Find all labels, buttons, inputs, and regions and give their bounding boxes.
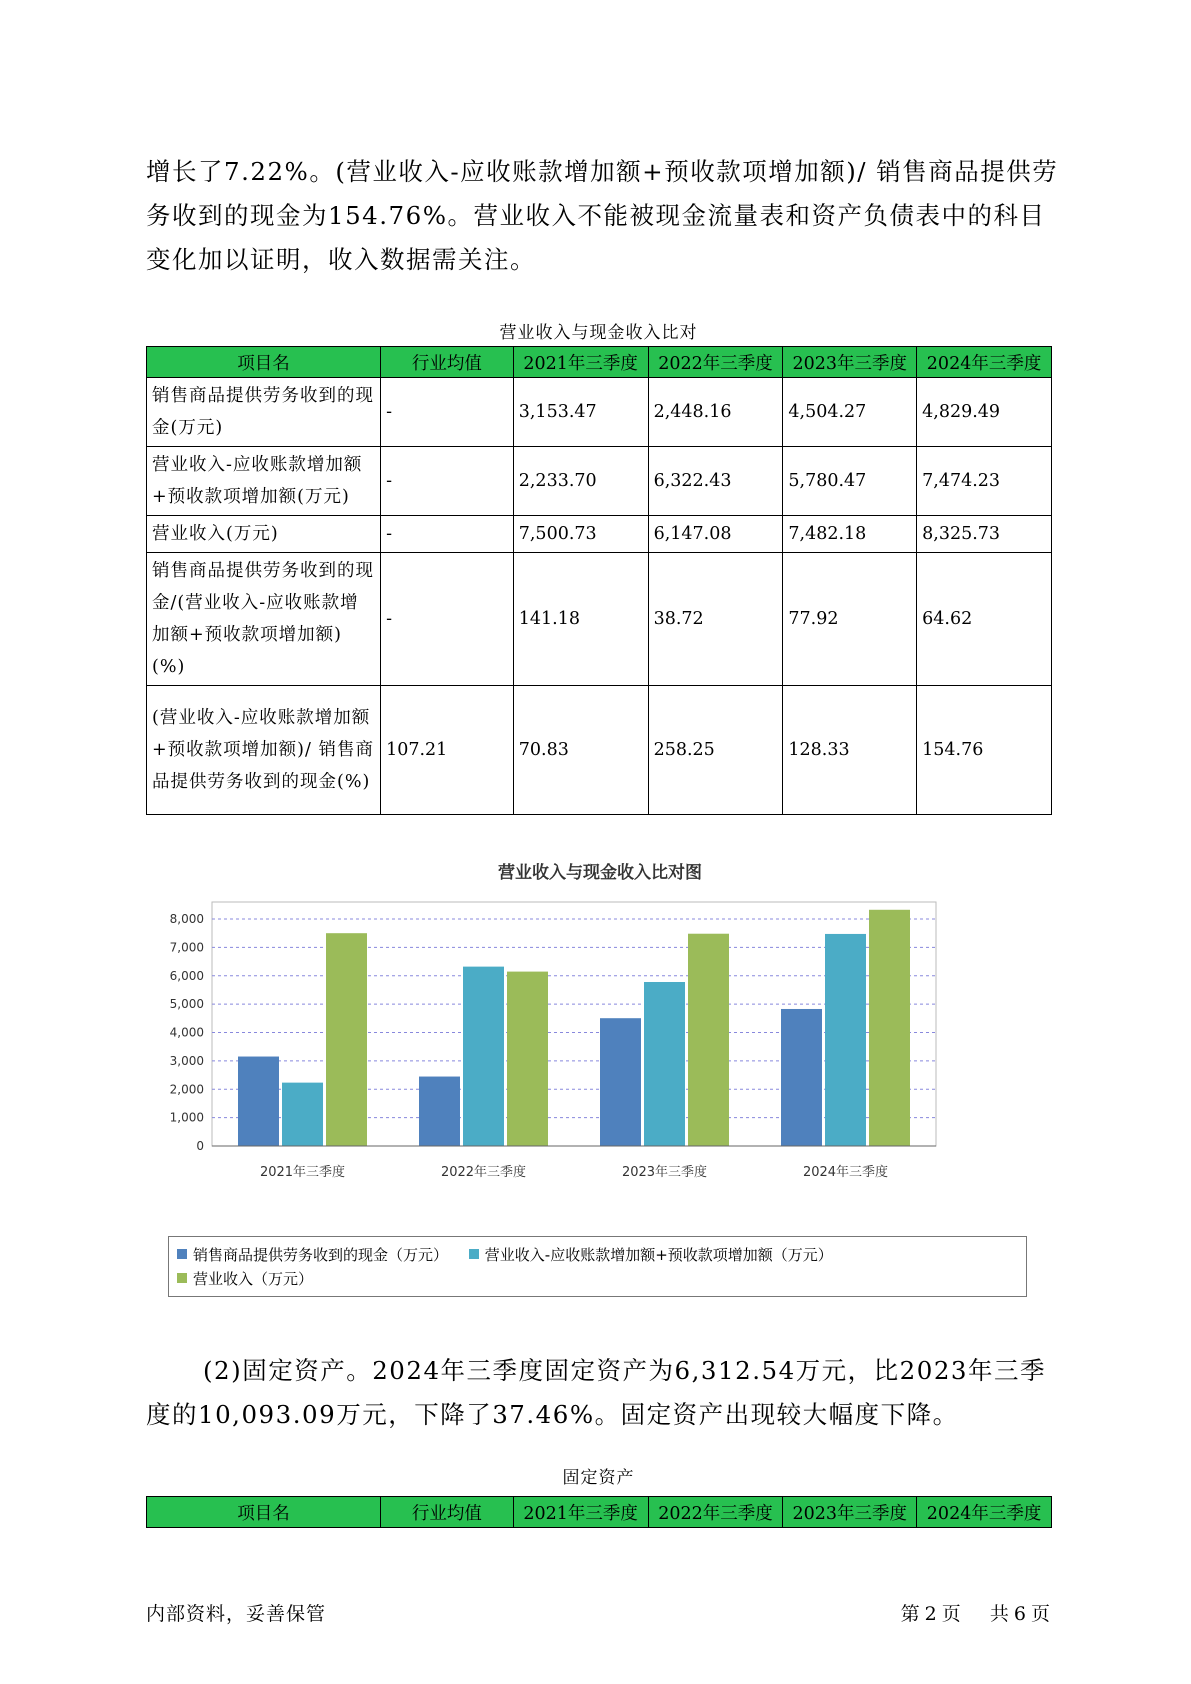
cell-2023q3: 5,780.47	[783, 447, 917, 516]
header-industry-avg: 行业均值	[381, 347, 514, 378]
cell-industry-avg: 107.21	[381, 686, 514, 815]
page-mid: 页	[941, 1603, 962, 1625]
y-tick-label: 5,000	[169, 997, 204, 1012]
row-label: 营业收入-应收账款增加额+预收款项增加额(万元)	[147, 447, 381, 516]
bar	[326, 933, 367, 1146]
legend-label-revenue: 营业收入（万元）	[193, 1269, 314, 1288]
bar	[869, 910, 910, 1146]
header-2021q3: 2021年三季度	[513, 347, 648, 378]
cell-2022q3: 258.25	[648, 686, 783, 815]
header-item-name: 项目名	[147, 1497, 381, 1528]
total-pages: 6	[1013, 1603, 1027, 1625]
paragraph-fixed-assets: (2)固定资产。2024年三季度固定资产为6,312.54万元，比2023年三季度的10,093.09万元，下降了37.46%。固定资产出现较大幅度下降。	[146, 1356, 1047, 1429]
cell-2023q3: 4,504.27	[783, 378, 917, 447]
chart-legend	[168, 1236, 1027, 1297]
header-2024q3: 2024年三季度	[917, 1497, 1052, 1528]
cell-2021q3: 2,233.70	[513, 447, 648, 516]
cell-2024q3: 4,829.49	[917, 378, 1052, 447]
chart-bars	[238, 910, 910, 1146]
y-tick-label: 8,000	[169, 912, 204, 927]
cell-2024q3: 8,325.73	[917, 516, 1052, 553]
footer-confidential-note: 内部资料，妥善保管	[146, 1603, 327, 1625]
legend-item-revenue	[177, 1266, 313, 1290]
header-2022q3: 2022年三季度	[648, 1497, 783, 1528]
page-prefix: 第	[900, 1603, 921, 1625]
cell-2021q3: 7,500.73	[513, 516, 648, 553]
x-tick-label: 2022年三季度	[440, 1165, 527, 1180]
cell-2023q3: 77.92	[783, 553, 917, 686]
cell-2021q3: 3,153.47	[513, 378, 648, 447]
cell-industry-avg: -	[381, 378, 514, 447]
row-label: 营业收入(万元)	[147, 516, 381, 553]
table-header-row	[147, 1497, 1052, 1528]
cell-industry-avg: -	[381, 553, 514, 686]
table-caption-fixed-assets: 固定资产	[562, 1468, 635, 1488]
legend-swatch-adjusted-revenue	[469, 1249, 479, 1259]
bar	[781, 1009, 822, 1146]
legend-swatch-cash	[177, 1249, 187, 1259]
legend-item-adjusted-revenue	[469, 1242, 833, 1266]
table-row	[147, 686, 1052, 815]
y-tick-label: 4,000	[169, 1025, 204, 1040]
bar	[507, 972, 548, 1146]
table-row	[147, 553, 1052, 686]
total-suffix: 页	[1030, 1603, 1051, 1625]
total-prefix: 共	[989, 1603, 1010, 1625]
y-tick-label: 6,000	[169, 968, 204, 983]
row-label: 销售商品提供劳务收到的现金/(营业收入-应收账款增加额+预收款项增加额)(%)	[147, 553, 381, 686]
bar	[282, 1083, 323, 1146]
table-row	[147, 378, 1052, 447]
cell-2024q3: 154.76	[917, 686, 1052, 815]
y-tick-label: 1,000	[169, 1110, 204, 1125]
cell-2022q3: 6,147.08	[648, 516, 783, 553]
cell-2022q3: 38.72	[648, 553, 783, 686]
fixed-assets-table	[146, 1496, 1052, 1528]
bar	[419, 1077, 460, 1146]
bar	[644, 982, 685, 1146]
revenue-cash-chart	[160, 858, 1040, 1303]
cell-industry-avg: -	[381, 516, 514, 553]
cell-2023q3: 7,482.18	[783, 516, 917, 553]
chart-canvas	[160, 858, 1040, 1233]
legend-label-cash: 销售商品提供劳务收到的现金（万元）	[193, 1245, 449, 1264]
row-label: (营业收入-应收账款增加额+预收款项增加额)/ 销售商品提供劳务收到的现金(%)	[147, 686, 381, 815]
cell-2022q3: 2,448.16	[648, 378, 783, 447]
bar	[238, 1057, 279, 1146]
table-caption-revenue: 营业收入与现金收入比对	[499, 323, 698, 343]
y-tick-label: 7,000	[169, 940, 204, 955]
table-header-row	[147, 347, 1052, 378]
y-tick-label: 3,000	[169, 1053, 204, 1068]
page-number: 2	[924, 1603, 938, 1625]
bar	[600, 1018, 641, 1146]
header-2024q3: 2024年三季度	[917, 347, 1052, 378]
table-row	[147, 516, 1052, 553]
x-tick-label: 2021年三季度	[259, 1165, 346, 1180]
paragraph-revenue-analysis: 增长了7.22%。(营业收入-应收账款增加额+预收款项增加额)/ 销售商品提供劳务收到的现金为154.76%。营业收入不能被现金流量表和资产负债表中的科目变化加以证明，收入数据需关注。	[146, 157, 1059, 274]
cell-2024q3: 64.62	[917, 553, 1052, 686]
footer-page-indicator	[899, 1599, 1053, 1626]
x-tick-label: 2023年三季度	[621, 1165, 708, 1180]
cell-2021q3: 70.83	[513, 686, 648, 815]
cell-2021q3: 141.18	[513, 553, 648, 686]
bar	[463, 967, 504, 1146]
revenue-cash-table	[146, 346, 1052, 815]
header-2023q3: 2023年三季度	[783, 347, 917, 378]
header-2022q3: 2022年三季度	[648, 347, 783, 378]
header-industry-avg: 行业均值	[381, 1497, 514, 1528]
legend-swatch-revenue	[177, 1273, 187, 1283]
cell-2023q3: 128.33	[783, 686, 917, 815]
cell-industry-avg: -	[381, 447, 514, 516]
y-tick-label: 2,000	[169, 1082, 204, 1097]
legend-item-cash	[177, 1242, 448, 1266]
table-row	[147, 447, 1052, 516]
cell-2022q3: 6,322.43	[648, 447, 783, 516]
chart-title: 营业收入与现金收入比对图	[498, 863, 702, 883]
header-item-name: 项目名	[147, 347, 381, 378]
header-2023q3: 2023年三季度	[783, 1497, 917, 1528]
legend-label-adjusted-revenue: 营业收入-应收账款增加额+预收款项增加额（万元）	[484, 1245, 833, 1264]
y-tick-label: 0	[196, 1139, 204, 1153]
row-label: 销售商品提供劳务收到的现金(万元)	[147, 378, 381, 447]
bar	[688, 934, 729, 1146]
cell-2024q3: 7,474.23	[917, 447, 1052, 516]
bar	[825, 934, 866, 1146]
header-2021q3: 2021年三季度	[513, 1497, 648, 1528]
x-tick-label: 2024年三季度	[802, 1165, 889, 1180]
